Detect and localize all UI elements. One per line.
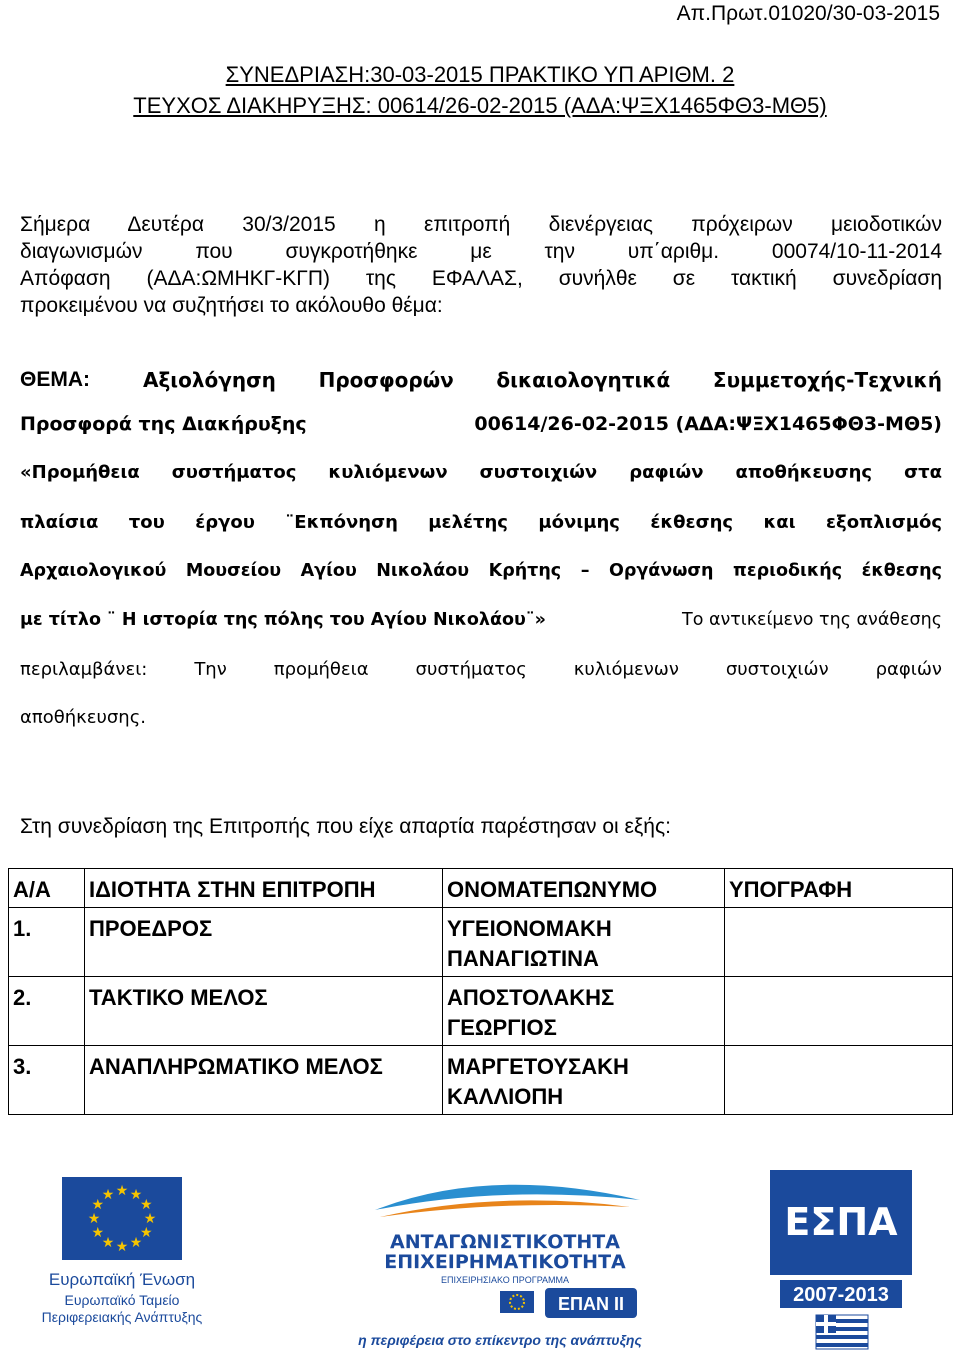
header-signature: ΥΠΟΓΡΑΦΗ	[725, 869, 953, 908]
subject-row-4	[20, 512, 942, 533]
intro-line: Σήμερα Δευτέρα 30/3/2015 η επιτροπή διενέργειας πρόχειρων μειοδοτικών	[20, 213, 942, 236]
epan-label: ΕΠΑΝ ΙΙ	[557, 1294, 625, 1314]
subject-line-2a: Προσφορά της Διακήρυξης	[20, 413, 307, 435]
subject-line-6-normal: Το αντικείμενο της ανάθεσης	[682, 610, 942, 630]
greek-flag-stripe	[816, 1343, 868, 1347]
row-num: 3.	[9, 1046, 85, 1115]
eu-star-icon: ★	[101, 1186, 115, 1203]
intro-line: προκειμένου να συζητήσει το ακόλουθο θέμα:	[20, 294, 443, 317]
meeting-header-line: ΣΥΝΕΔΡΙΑΣΗ:30-03-2015 ΠΡΑΚΤΙΚΟ ΥΠ ΑΡΙΘΜ. 2	[225, 62, 735, 87]
greek-flag-cross	[816, 1322, 836, 1326]
eu-star-icon: ★	[139, 1225, 153, 1241]
subject-line-8: αποθήκευσης.	[20, 707, 146, 728]
table-row	[9, 908, 953, 977]
ant-line2: ΕΠΙΧΕΙΡΗΜΑΤΙΚΟΤΗΤΑ	[384, 1251, 626, 1273]
eu-star-icon: ★	[91, 1225, 105, 1241]
row-role: ΑΝΑΠΛΗΡΩΜΑΤΙΚΟ ΜΕΛΟΣ	[85, 1046, 443, 1115]
table-header-row	[9, 869, 953, 908]
competitiveness-logo	[358, 1185, 642, 1348]
ant-line3: ΕΠΙΧΕΙΡΗΣΙΑΚΟ ΠΡΟΓΡΑΜΜΑ	[440, 1275, 570, 1285]
row-role: ΠΡΟΕΔΡΟΣ	[85, 908, 443, 977]
espa-years: 2007-2013	[793, 1284, 889, 1306]
subject-line-1	[143, 368, 942, 392]
subject-row-3	[20, 462, 942, 483]
protocol-number: Απ.Πρωτ.01020/30-03-2015	[676, 2, 940, 25]
row-signature	[725, 1046, 953, 1115]
eu-star-icon: ★	[87, 1211, 101, 1227]
eu-star-icon: ★	[101, 1235, 115, 1252]
meeting-header	[0, 62, 960, 88]
eu-star-icon: ★	[139, 1197, 153, 1213]
subject-line-7: περιλαμβάνει: Την προμήθεια συστήματος κυλιόμενων συστοιχιών ραφιών	[20, 659, 942, 680]
eu-sub2: Περιφερειακής Ανάπτυξης	[41, 1309, 203, 1325]
tender-header	[0, 93, 960, 119]
row-signature	[725, 977, 953, 1046]
row-name: ΜΑΡΓΕΤΟΥΣΑΚΗ ΚΑΛΛΙΟΠΗ	[443, 1046, 725, 1115]
header-role: ΙΔΙΟΤΗΤΑ ΣΤΗΝ ΕΠΙΤΡΟΠΗ	[85, 869, 443, 908]
intro-line: Απόφαση (ΑΔΑ:ΩΜΗΚΓ-ΚΓΠ) της ΕΦΑΛΑΣ, συνήλθε σε τακτική συνεδρίαση	[20, 267, 942, 290]
subject-row-5	[20, 561, 942, 581]
eu-star-icon: ★	[115, 1239, 129, 1255]
eu-star-icon: ★	[129, 1186, 143, 1203]
subject-row-1	[20, 368, 942, 392]
ant-tagline: η περιφέρεια στο επίκεντρο της ανάπτυξης	[358, 1332, 642, 1348]
intro-line: διαγωνισμών που συγκροτήθηκε με την υπ΄αριθμ. 00074/10-11-2014	[20, 240, 942, 263]
greek-flag-stripe	[816, 1335, 868, 1339]
table-row	[9, 1046, 953, 1115]
row-role: ΤΑΚΤΙΚΟ ΜΕΛΟΣ	[85, 977, 443, 1046]
intro-paragraph	[20, 211, 942, 319]
tender-header-line: ΤΕΥΧΟΣ ΔΙΑΚΗΡΥΞΗΣ: 00614/26-02-2015 (ΑΔΑ:ΨΞΧ1465ΦΘ3-ΜΘ5)	[133, 93, 827, 118]
subject-label: ΘΕΜΑ:	[20, 368, 90, 391]
row-name: ΑΠΟΣΤΟΛΑΚΗΣ ΓΕΩΡΓΙΟΣ	[443, 977, 725, 1046]
subject-line-3: «Προμήθεια συστήματος κυλιόμενων συστοιχιών ραφιών αποθήκευσης στα	[20, 462, 942, 483]
eu-logo	[42, 1177, 203, 1325]
header-name: ΟΝΟΜΑΤΕΠΩΝΥΜΟ	[443, 869, 725, 908]
swoosh-accent-icon	[380, 1200, 630, 1217]
row-signature	[725, 908, 953, 977]
swoosh-icon	[375, 1185, 640, 1210]
attendance-table	[8, 868, 953, 1115]
subject-text: Αξιολόγηση Προσφορών δικαιολογητικά Συμμετοχής-Τεχνική	[143, 368, 942, 392]
subject-row-2	[20, 413, 942, 435]
row-name: ΥΓΕΙΟΝΟΜΑΚΗ ΠΑΝΑΓΙΩΤΙΝΑ	[443, 908, 725, 977]
logos-bar	[0, 1155, 960, 1370]
header-num: Α/Α	[9, 869, 85, 908]
row-num: 1.	[9, 908, 85, 977]
subject-line-5: Αρχαιολογικού Μουσείου Αγίου Νικολάου Κρήτης – Οργάνωση περιοδικής έκθεσης	[20, 561, 942, 581]
row-num: 2.	[9, 977, 85, 1046]
subject-row-7	[20, 659, 942, 680]
ant-line1: ΑΝΤΑΓΩΝΙΣΤΙΚΟΤΗΤΑ	[390, 1231, 620, 1253]
attendance-intro: Στη συνεδρίαση της Επιτροπής που είχε απαρτία παρέστησαν οι εξής:	[20, 815, 671, 838]
eu-title: Ευρωπαϊκή Ένωση	[48, 1270, 196, 1289]
eu-star-icon: ★	[115, 1183, 129, 1199]
subject-row-6	[20, 610, 942, 630]
subject-line-4: πλαίσια του έργου ¨Εκπόνηση μελέτης μόνιμης έκθεσης και εξοπλισμός	[20, 512, 942, 533]
subject-row-8	[20, 707, 942, 728]
table-row	[9, 977, 953, 1046]
eu-sub1: Ευρωπαϊκό Ταμείο	[64, 1292, 180, 1308]
espa-logo	[770, 1170, 912, 1349]
subject-line-6-bold: με τίτλο ¨ Η ιστορία της πόλης του Αγίου Νικολάου¨»	[20, 610, 546, 630]
subject-line-2b: 00614/26-02-2015 (ΑΔΑ:ΨΞΧ1465ΦΘ3-ΜΘ5)	[474, 413, 942, 435]
espa-title: ΕΣΠΑ	[784, 1200, 898, 1244]
eu-star-icon: ★	[91, 1197, 105, 1213]
eu-star-icon: ★	[143, 1211, 157, 1227]
eu-star-icon: ★	[129, 1235, 143, 1252]
